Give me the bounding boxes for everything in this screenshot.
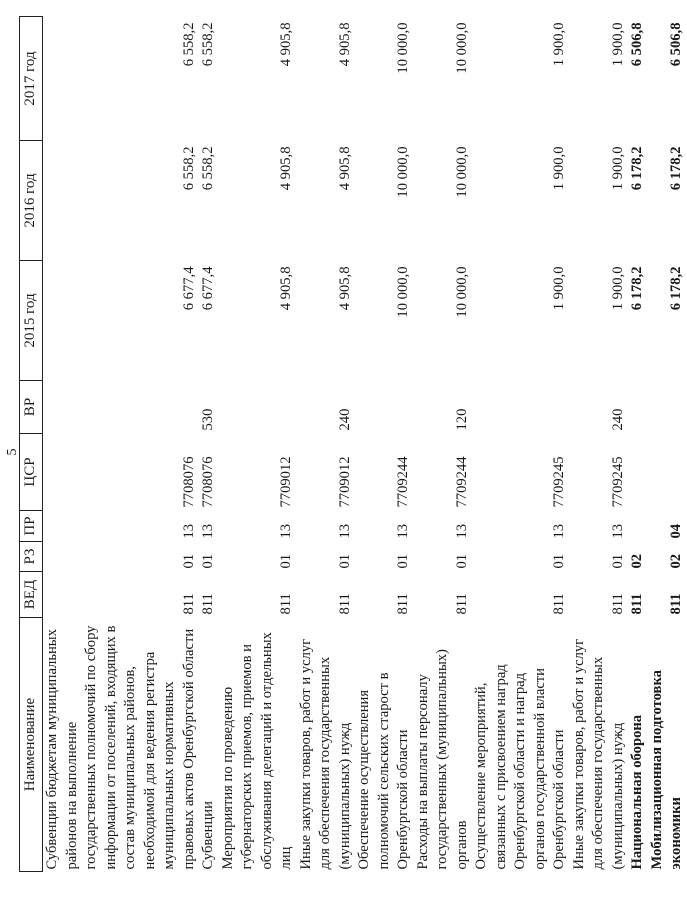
table-row xyxy=(648,17,687,872)
header-2015: 2015 год xyxy=(20,261,43,381)
cell-ved: 811 xyxy=(668,593,684,615)
cell-pr: 13 xyxy=(180,523,197,539)
cell-rz: 01 xyxy=(453,553,470,569)
table-row xyxy=(355,17,414,872)
cell-2015: 4 905,8 xyxy=(278,266,294,311)
table-row xyxy=(628,17,648,872)
cell-vr xyxy=(355,381,414,434)
cell-2016: 10 000,0 xyxy=(395,146,411,198)
table-header-row xyxy=(20,17,43,872)
cell-name: Расходы на выплаты персоналу государственных (муниципальных) органов xyxy=(414,649,470,870)
cell-2016: 1 900,0 xyxy=(609,146,626,191)
header-rz: РЗ xyxy=(20,542,43,572)
header-csr: ЦСР xyxy=(20,434,43,511)
cell-pr: 13 xyxy=(551,523,567,539)
cell-pr: 13 xyxy=(609,523,626,539)
cell-ved: 811 xyxy=(551,593,567,615)
cell-2017: 6 558,2 xyxy=(180,22,197,67)
cell-2016: 1 900,0 xyxy=(551,146,567,191)
cell-csr: 7709244 xyxy=(453,456,470,508)
cell-csr: 7709244 xyxy=(395,456,411,508)
cell-pr: 04 xyxy=(668,523,684,539)
cell-csr xyxy=(648,434,687,511)
cell-pr: 13 xyxy=(453,523,470,539)
table-row xyxy=(472,17,570,872)
cell-csr: 7709012 xyxy=(336,456,353,508)
cell-name: Иные закупки товаров, работ и услуг для обеспечения государственных (муниципальных) нужд xyxy=(570,638,626,870)
cell-2017: 10 000,0 xyxy=(453,22,470,74)
cell-csr: 7709245 xyxy=(609,456,626,508)
cell-2015: 10 000,0 xyxy=(395,266,411,318)
header-2017: 2017 год xyxy=(20,17,43,141)
cell-rz: 02 xyxy=(629,553,645,569)
cell-pr: 13 xyxy=(278,523,294,539)
cell-2017: 6 506,8 xyxy=(629,22,645,67)
cell-rz: 02 xyxy=(668,553,684,569)
cell-name: Мероприятия по проведению губернаторских приемов, приемов и обслуживания делегаций и отдельных лиц xyxy=(219,632,294,870)
cell-ved: 811 xyxy=(609,593,626,615)
header-ved: ВЕД xyxy=(20,572,43,618)
cell-2017: 4 905,8 xyxy=(336,22,353,67)
cell-2017: 10 000,0 xyxy=(395,22,411,74)
cell-name: Иные закупки товаров, работ и услуг для обеспечения государственных (муниципальных) нужд xyxy=(297,638,353,870)
cell-vr: 240 xyxy=(336,408,353,431)
cell-rz: 01 xyxy=(336,553,353,569)
cell-name: Субвенции бюджетам муниципальных районов на выполнение государственных полномочий по сбору информации от поселений, входящих в состав муниципальных районов, необходимой для ведения регистра муниципальных нормативных правовых актов Оренбургской области xyxy=(44,625,197,870)
cell-csr: 7709245 xyxy=(551,456,567,508)
cell-ved: 811 xyxy=(336,593,353,615)
document-page xyxy=(3,2,684,902)
cell-2017: 4 905,8 xyxy=(278,22,294,67)
cell-2016: 4 905,8 xyxy=(278,146,294,191)
header-pr: ПР xyxy=(20,511,43,542)
table-row xyxy=(199,17,219,872)
cell-csr xyxy=(628,434,648,511)
cell-rz: 01 xyxy=(395,553,411,569)
cell-pr xyxy=(628,511,648,542)
cell-2016: 6 558,2 xyxy=(200,146,216,191)
table-row xyxy=(219,17,297,872)
cell-csr: 7708076 xyxy=(180,456,197,508)
header-name: Наименование xyxy=(20,618,43,872)
table-row xyxy=(43,17,200,872)
cell-name: Мобилизационная подготовка экономики xyxy=(648,670,684,870)
cell-vr xyxy=(628,381,648,434)
table-row xyxy=(414,17,473,872)
cell-2016: 4 905,8 xyxy=(336,146,353,191)
cell-2015: 10 000,0 xyxy=(453,266,470,318)
cell-pr: 13 xyxy=(200,523,216,539)
cell-2017: 6 506,8 xyxy=(668,22,684,67)
cell-2016: 6 558,2 xyxy=(180,146,197,191)
cell-2016: 10 000,0 xyxy=(453,146,470,198)
cell-vr xyxy=(43,381,200,434)
cell-csr: 7708076 xyxy=(200,456,216,508)
cell-ved: 811 xyxy=(180,593,197,615)
cell-rz: 01 xyxy=(609,553,626,569)
cell-rz: 01 xyxy=(200,553,216,569)
cell-name: Субвенции xyxy=(200,801,216,870)
cell-2015: 6 677,4 xyxy=(200,266,216,311)
cell-2015: 6 178,2 xyxy=(629,266,645,311)
cell-vr: 120 xyxy=(453,408,470,431)
cell-ved: 811 xyxy=(395,593,411,615)
cell-2015: 4 905,8 xyxy=(336,266,353,311)
cell-rz: 01 xyxy=(180,553,197,569)
cell-name: Национальная оборона xyxy=(629,714,645,870)
cell-2015: 6 677,4 xyxy=(180,266,197,311)
cell-2017: 6 558,2 xyxy=(200,22,216,67)
table-row xyxy=(297,17,356,872)
cell-2016: 6 178,2 xyxy=(668,146,684,191)
cell-vr xyxy=(219,381,297,434)
cell-2015: 6 178,2 xyxy=(668,266,684,311)
page-number: 5 xyxy=(5,448,20,456)
header-vr: ВР xyxy=(20,381,43,434)
cell-vr xyxy=(648,381,687,434)
cell-vr: 530 xyxy=(200,408,216,431)
cell-2015: 1 900,0 xyxy=(551,266,567,311)
table-row xyxy=(570,17,629,872)
cell-pr: 13 xyxy=(395,523,411,539)
cell-ved: 811 xyxy=(200,593,216,615)
cell-2015: 1 900,0 xyxy=(609,266,626,311)
cell-csr: 7709012 xyxy=(278,456,294,508)
header-2016: 2016 год xyxy=(20,141,43,261)
cell-rz: 01 xyxy=(551,553,567,569)
cell-ved: 811 xyxy=(278,593,294,615)
cell-vr xyxy=(472,381,570,434)
cell-vr: 240 xyxy=(609,408,626,431)
cell-pr: 13 xyxy=(336,523,353,539)
cell-2017: 1 900,0 xyxy=(609,22,626,67)
cell-2016: 6 178,2 xyxy=(629,146,645,191)
cell-rz: 01 xyxy=(278,553,294,569)
cell-ved: 811 xyxy=(453,593,470,615)
cell-name: Обеспечение осуществления полномочий сельских старост в Оренбургской области xyxy=(356,672,411,870)
cell-2017: 1 900,0 xyxy=(551,22,567,67)
budget-table xyxy=(19,16,687,872)
cell-ved: 811 xyxy=(629,593,645,615)
cell-name: Осуществление мероприятий, связанных с присвоением наград Оренбургской области и наград органов государственной власти Оренбургской области xyxy=(473,664,567,870)
